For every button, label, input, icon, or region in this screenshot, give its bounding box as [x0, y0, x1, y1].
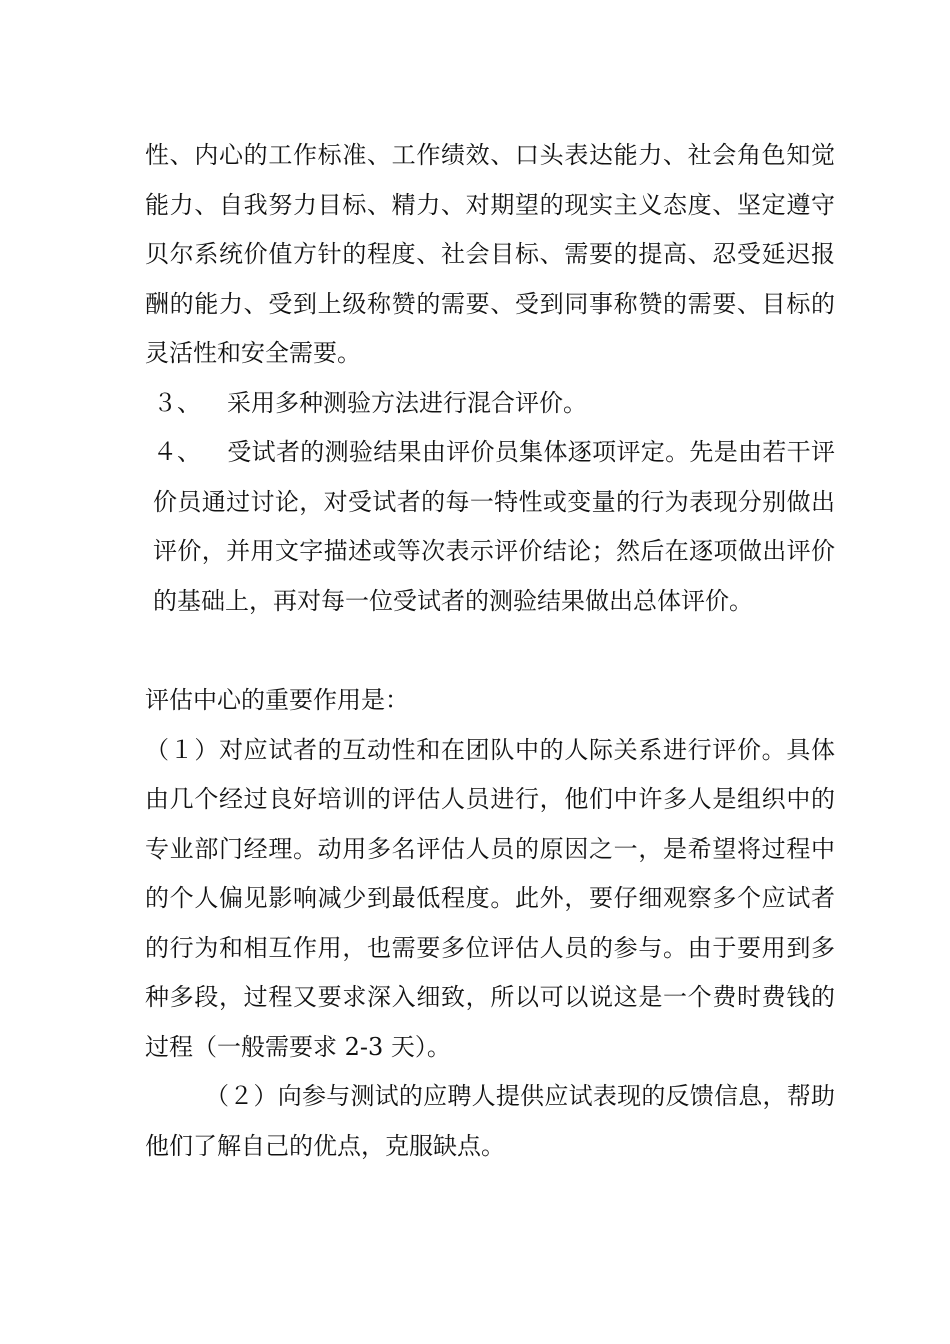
paragraph-spacer: [145, 626, 835, 676]
document-body: [145, 131, 835, 1171]
list-item-4-text: 受试者的测验结果由评价员集体逐项评定。先是由若干评价员通过讨论，对受试者的每一特性或变量的行为表现分别做出评价，并用文字描述或等次表示评价结论；然后在逐项做出评价的基础上，再对每一位受试者的测验结果做出总体评价。: [153, 438, 835, 615]
section-heading: 评估中心的重要作用是：: [145, 686, 409, 714]
list-item-4: [145, 428, 835, 626]
list-item-3-text: 采用多种测验方法进行混合评价。: [227, 388, 587, 417]
paragraph-role-2: （２）向参与测试的应聘人提供应试表现的反馈信息，帮助他们了解自己的优点，克服缺点。: [145, 1082, 835, 1160]
list-item-3-number: ３、: [153, 388, 201, 417]
paragraph-role-1: （１）对应试者的互动性和在团队中的人际关系进行评价。具体由几个经过良好培训的评估人员进行，他们中许多人是组织中的专业部门经理。动用多名评估人员的原因之一，是希望将过程中的个人偏见影响减少到最低程度。此外，要仔细观察多个应试者的行为和相互作用，也需要多位评估人员的参与。由于要用到多种多段，过程又要求深入细致，所以可以说这是一个费时费钱的过程（一般需要求 2-3 天）。: [145, 735, 835, 1061]
list-item-4-number: ４、: [153, 438, 201, 466]
paragraph-traits-list: 性、内心的工作标准、工作绩效、口头表达能力、社会角色知觉能力、自我努力目标、精力、对期望的现实主义态度、坚定遵守贝尔系统价值方针的程度、社会目标、需要的提高、忍受延迟报酬的能力、受到上级称赞的需要、受到同事称赞的需要、目标的灵活性和安全需要。: [145, 141, 835, 367]
list-item-3: [145, 379, 835, 429]
